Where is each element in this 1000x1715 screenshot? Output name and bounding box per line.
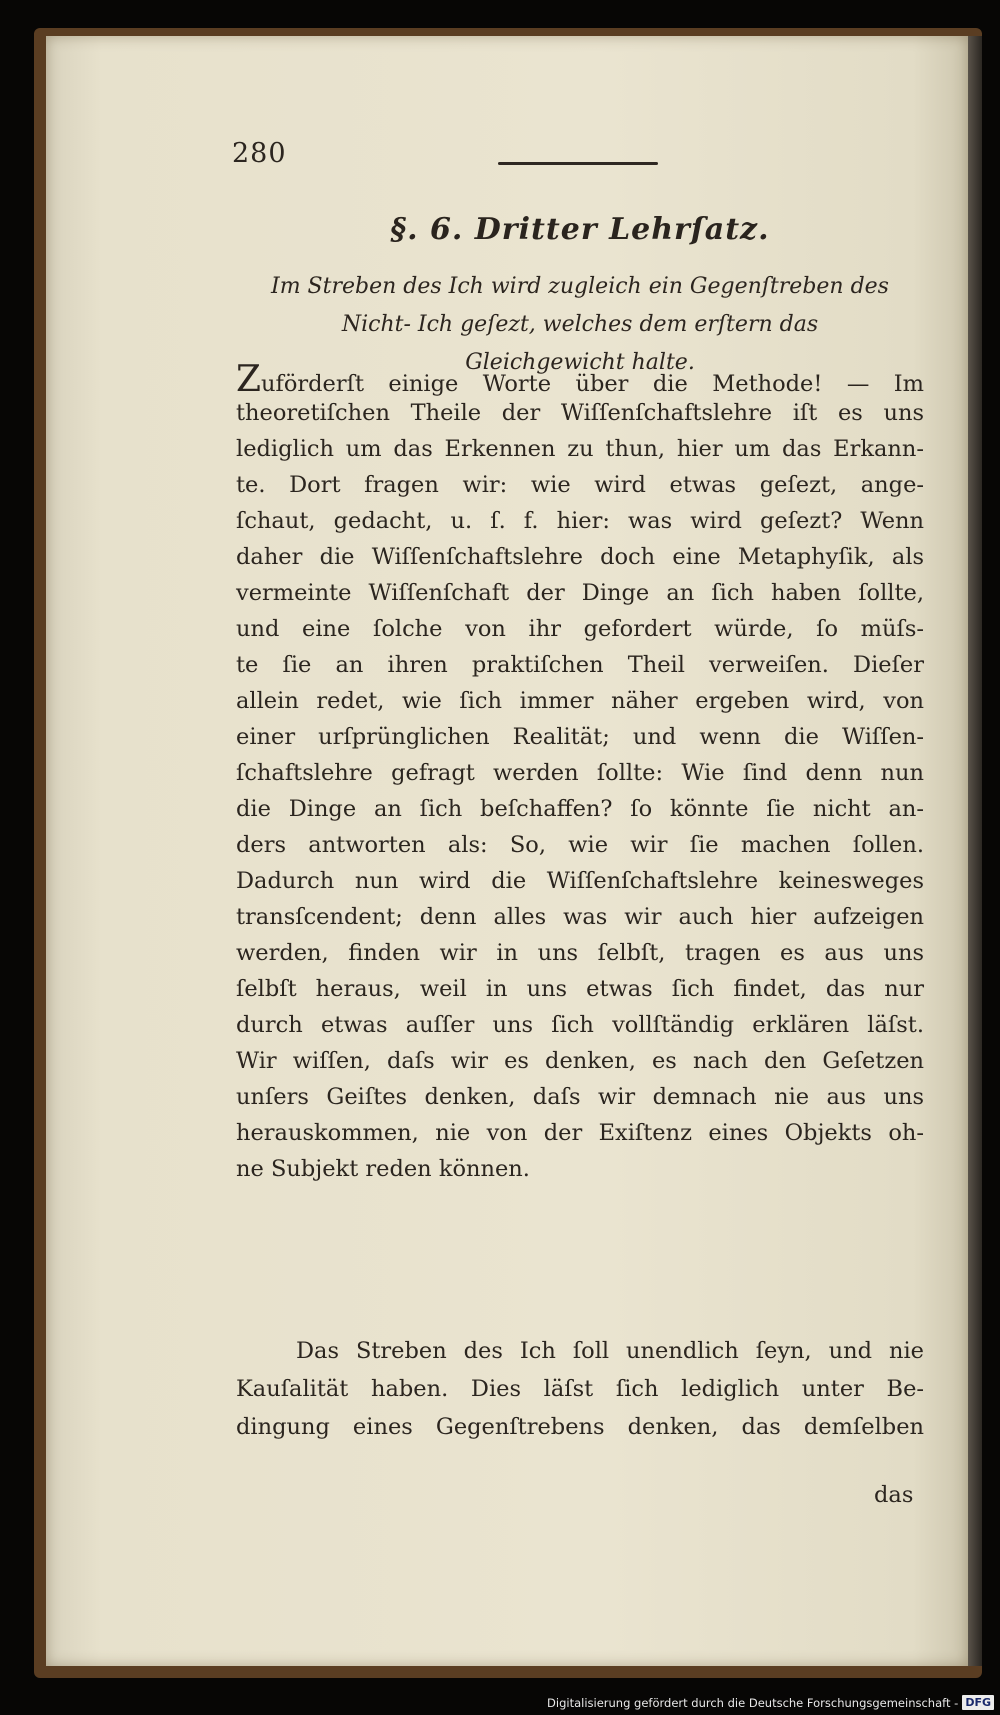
text-line: Das Streben des Ich ſoll unendlich ſeyn, und nie	[296, 1338, 924, 1364]
theorem-line: Nicht- Ich geſezt, welches dem erſtern das	[341, 312, 819, 337]
text-line: daher die Wiſſenſchaftslehre doch eine Metaphyſik, als	[236, 544, 924, 570]
section-heading: §. 6. Dritter Lehrſatz.	[390, 212, 770, 247]
text-line: die Dinge an ſich beſchaffen? ſo könnte ſie nicht an-	[236, 796, 924, 822]
text-line: dingung eines Gegenſtrebens denken, das demſelben	[236, 1414, 924, 1440]
catchword: das	[874, 1482, 914, 1508]
text-line: ſchaftslehre gefragt werden ſollte: Wie ſind denn nun	[236, 760, 924, 786]
text-line: werden, finden wir in uns ſelbſt, tragen es aus uns	[236, 940, 924, 966]
text-line: allein redet, wie ſich immer näher ergeben wird, von	[236, 688, 924, 714]
drop-cap: Z	[236, 359, 262, 400]
dfg-logo-icon: DFG	[962, 1695, 994, 1710]
text-line: Wir wiſſen, daſs wir es denken, es nach den Geſetzen	[236, 1048, 924, 1074]
text-line: theoretiſchen Theile der Wiſſenſchaftslehre iſt es uns	[236, 400, 924, 426]
page-number: 280	[232, 138, 287, 169]
text-line: herauskommen, nie von der Exiſtenz eines Objekts oh-	[236, 1120, 924, 1146]
text-line: unſers Geiſtes denken, daſs wir demnach nie aus uns	[236, 1084, 924, 1110]
funding-notice: Digitalisierung gefördert durch die Deutsche Forschungsgemeinschaft -	[547, 1695, 959, 1710]
text-line: Kauſalität haben. Dies läſst ſich lediglich unter Be-	[236, 1376, 924, 1402]
theorem-line: Gleichgewicht halte.	[465, 350, 695, 375]
text-line: transſcendent; denn alles was wir auch hier aufzeigen	[236, 904, 924, 930]
text-line: ne Subjekt reden können.	[236, 1156, 530, 1182]
text-line: vermeinte Wiſſenſchaft der Dinge an ſich haben ſollte,	[236, 580, 924, 606]
text-line: einer urſprünglichen Realität; und wenn die Wiſſen-	[236, 724, 924, 750]
text-line: te ſie an ihren praktiſchen Theil verweiſen. Dieſer	[236, 652, 924, 678]
text-line: und eine ſolche von ihr gefordert würde, ſo müſs-	[236, 616, 924, 642]
text-line: lediglich um das Erkennen zu thun, hier um das Erkann-	[236, 436, 924, 462]
theorem-line: Im Streben des Ich wird zugleich ein Gegenſtreben des	[271, 274, 889, 299]
text-line: durch etwas auſſer uns ſich vollſtändig erklären läſst.	[236, 1012, 924, 1038]
page-gutter	[968, 36, 982, 1666]
text-line: te. Dort fragen wir: wie wird etwas geſezt, ange-	[236, 472, 924, 498]
text-line: ſchaut, gedacht, u. ſ. f. hier: was wird geſezt? Wenn	[236, 508, 924, 534]
header-rule	[498, 162, 658, 165]
text-line: Zuförderſt einige Worte über die Methode! — Im	[236, 359, 924, 400]
text-line: ders antworten als: So, wie wir ſie machen ſollen.	[236, 832, 924, 858]
digitization-footer	[0, 1690, 1000, 1715]
text-line: ſelbſt heraus, weil in uns etwas ſich findet, das nur	[236, 976, 924, 1002]
text-line: Dadurch nun wird die Wiſſenſchaftslehre keinesweges	[236, 868, 924, 894]
